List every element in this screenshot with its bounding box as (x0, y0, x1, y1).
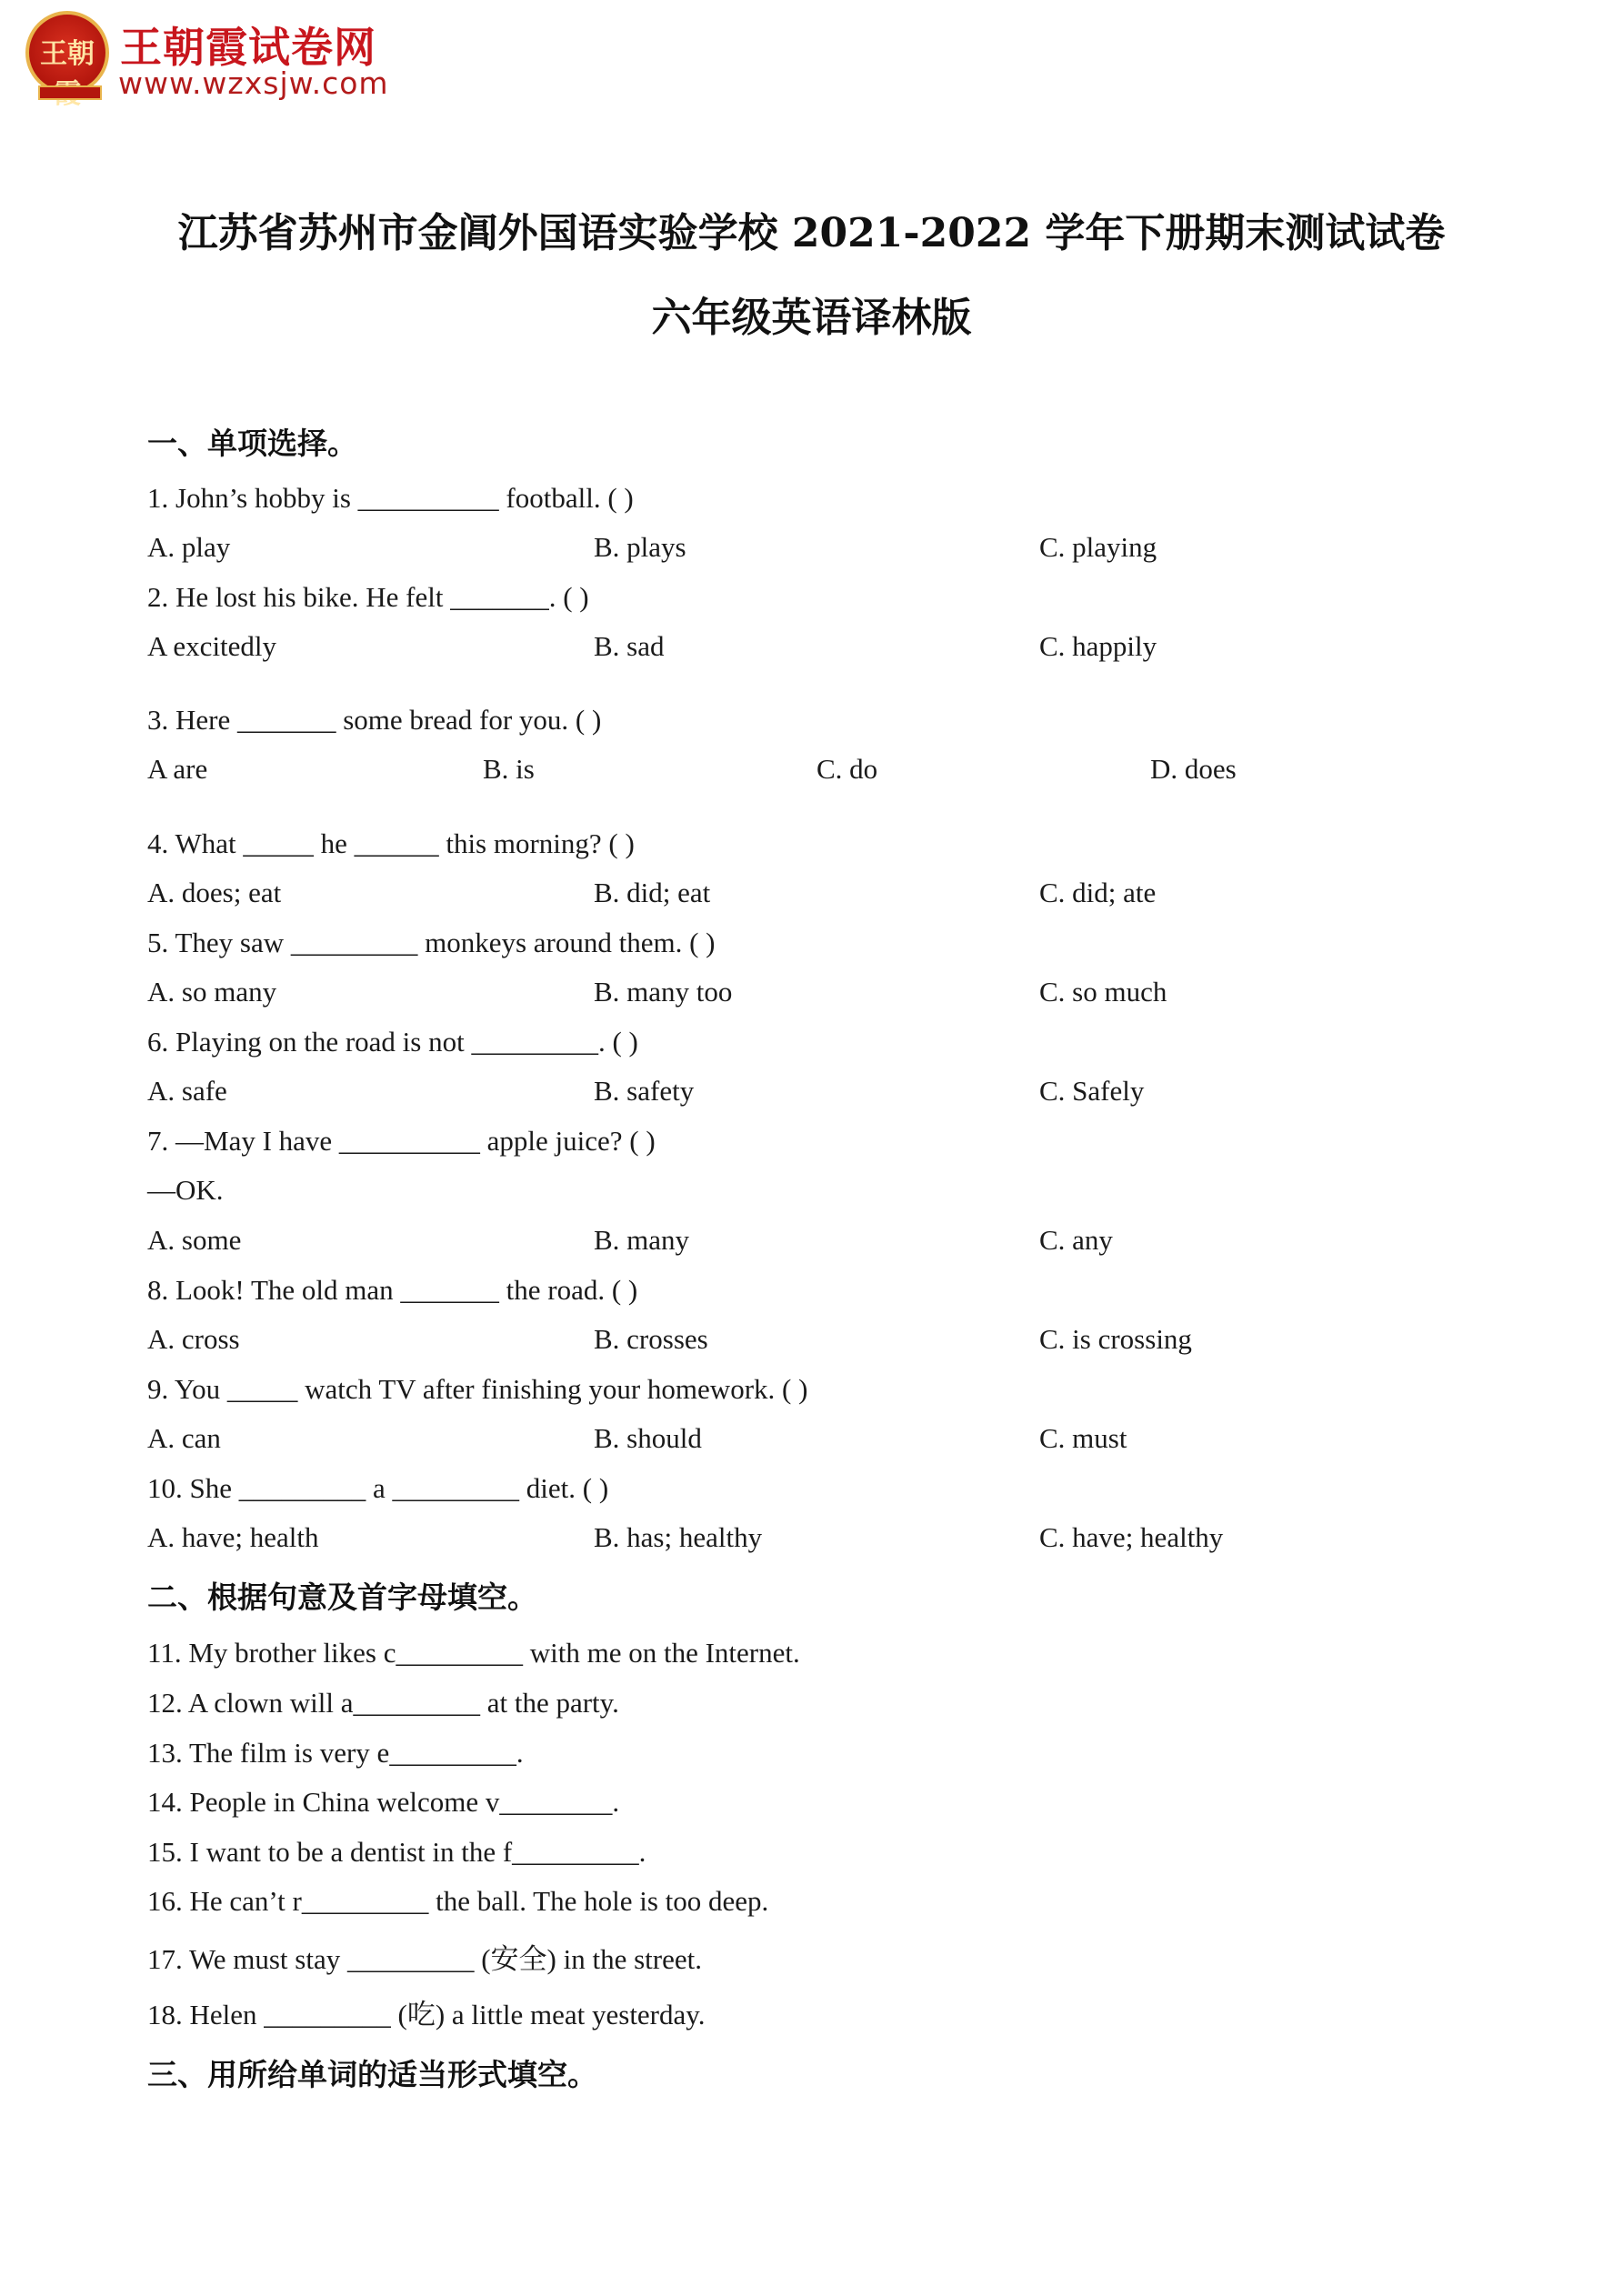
option-d: D. does (1150, 753, 1237, 785)
option-c: C. did; ate (1039, 877, 1157, 908)
option-b: B. has; healthy (594, 1521, 763, 1553)
option-a: A. have; health (147, 1521, 319, 1553)
section-heading: 一、单项选择。 (147, 426, 357, 461)
option-a: A excitedly (147, 630, 277, 662)
fill-question: 16. He can’t r_________ the ball. The hole is too deep. (147, 1885, 769, 1917)
option-b: B. plays (594, 531, 686, 563)
fill-question: 17. We must stay _________ (安全) in the street. (147, 1943, 702, 1975)
question-text: 8. Look! The old man _______ the road. ( ) (147, 1274, 638, 1306)
fill-question: 13. The film is very e_________. (147, 1737, 524, 1769)
fill-question: 12. A clown will a_________ at the party. (147, 1687, 619, 1719)
site-logo (25, 11, 407, 102)
brand-url: www.wzxsjw.com (118, 65, 389, 101)
question-text: 4. What _____ he ______ this morning? ( ) (147, 827, 635, 859)
option-a: A. does; eat (147, 877, 282, 908)
fill-question: 15. I want to be a dentist in the f_________. (147, 1836, 646, 1868)
option-b: B. sad (594, 630, 665, 662)
brand-name: 王朝霞试卷网 (120, 23, 376, 72)
question-text: 10. She _________ a _________ diet. ( ) (147, 1472, 609, 1504)
fill-question: 18. Helen _________ (吃) a little meat yesterday. (147, 1999, 706, 2030)
option-c: C. must (1039, 1422, 1127, 1454)
option-a: A. can (147, 1422, 221, 1454)
question-text: 2. He lost his bike. He felt _______. ( ) (147, 581, 589, 613)
option-c: C. do (817, 753, 878, 785)
option-c: C. happily (1039, 630, 1157, 662)
option-b: B. should (594, 1422, 702, 1454)
exam-subtitle: 六年级英语译林版 (651, 295, 972, 341)
option-c: C. Safely (1039, 1075, 1145, 1107)
option-a: A are (147, 753, 208, 785)
question-answer-line: —OK. (147, 1174, 224, 1206)
option-b: B. crosses (594, 1323, 708, 1355)
section-heading: 三、用所给单词的适当形式填空。 (147, 2057, 597, 2092)
question-text: 5. They saw _________ monkeys around them. ( ) (147, 927, 716, 958)
option-a: A. play (147, 531, 231, 563)
seal-icon: 王朝 (25, 11, 109, 95)
question-text: 6. Playing on the road is not _________. ( ) (147, 1026, 638, 1058)
question-text: 7. —May I have __________ apple juice? ( ) (147, 1125, 656, 1157)
exam-title: 江苏省苏州市金阊外国语实验学校 2021-2022 学年下册期末测试试卷 (177, 210, 1446, 256)
option-b: B. safety (594, 1075, 695, 1107)
question-text: 1. John’s hobby is __________ football. ( ) (147, 482, 634, 514)
option-c: C. is crossing (1039, 1323, 1192, 1355)
option-b: B. many (594, 1224, 690, 1256)
option-a: A. so many (147, 976, 277, 1008)
question-text: 9. You _____ watch TV after finishing your homework. ( ) (147, 1373, 808, 1405)
section-heading: 二、根据句意及首字母填空。 (147, 1579, 537, 1615)
option-a: A. cross (147, 1323, 240, 1355)
option-c: C. playing (1039, 531, 1157, 563)
option-b: B. did; eat (594, 877, 711, 908)
ribbon-icon (38, 85, 102, 100)
option-c: C. have; healthy (1039, 1521, 1224, 1553)
option-c: C. so much (1039, 976, 1167, 1008)
option-a: A. some (147, 1224, 242, 1256)
fill-question: 14. People in China welcome v________. (147, 1786, 620, 1818)
option-b: B. many too (594, 976, 733, 1008)
fill-question: 11. My brother likes c_________ with me on the Internet. (147, 1637, 800, 1669)
option-a: A. safe (147, 1075, 227, 1107)
question-text: 3. Here _______ some bread for you. ( ) (147, 704, 602, 736)
option-c: C. any (1039, 1224, 1113, 1256)
option-b: B. is (483, 753, 535, 785)
